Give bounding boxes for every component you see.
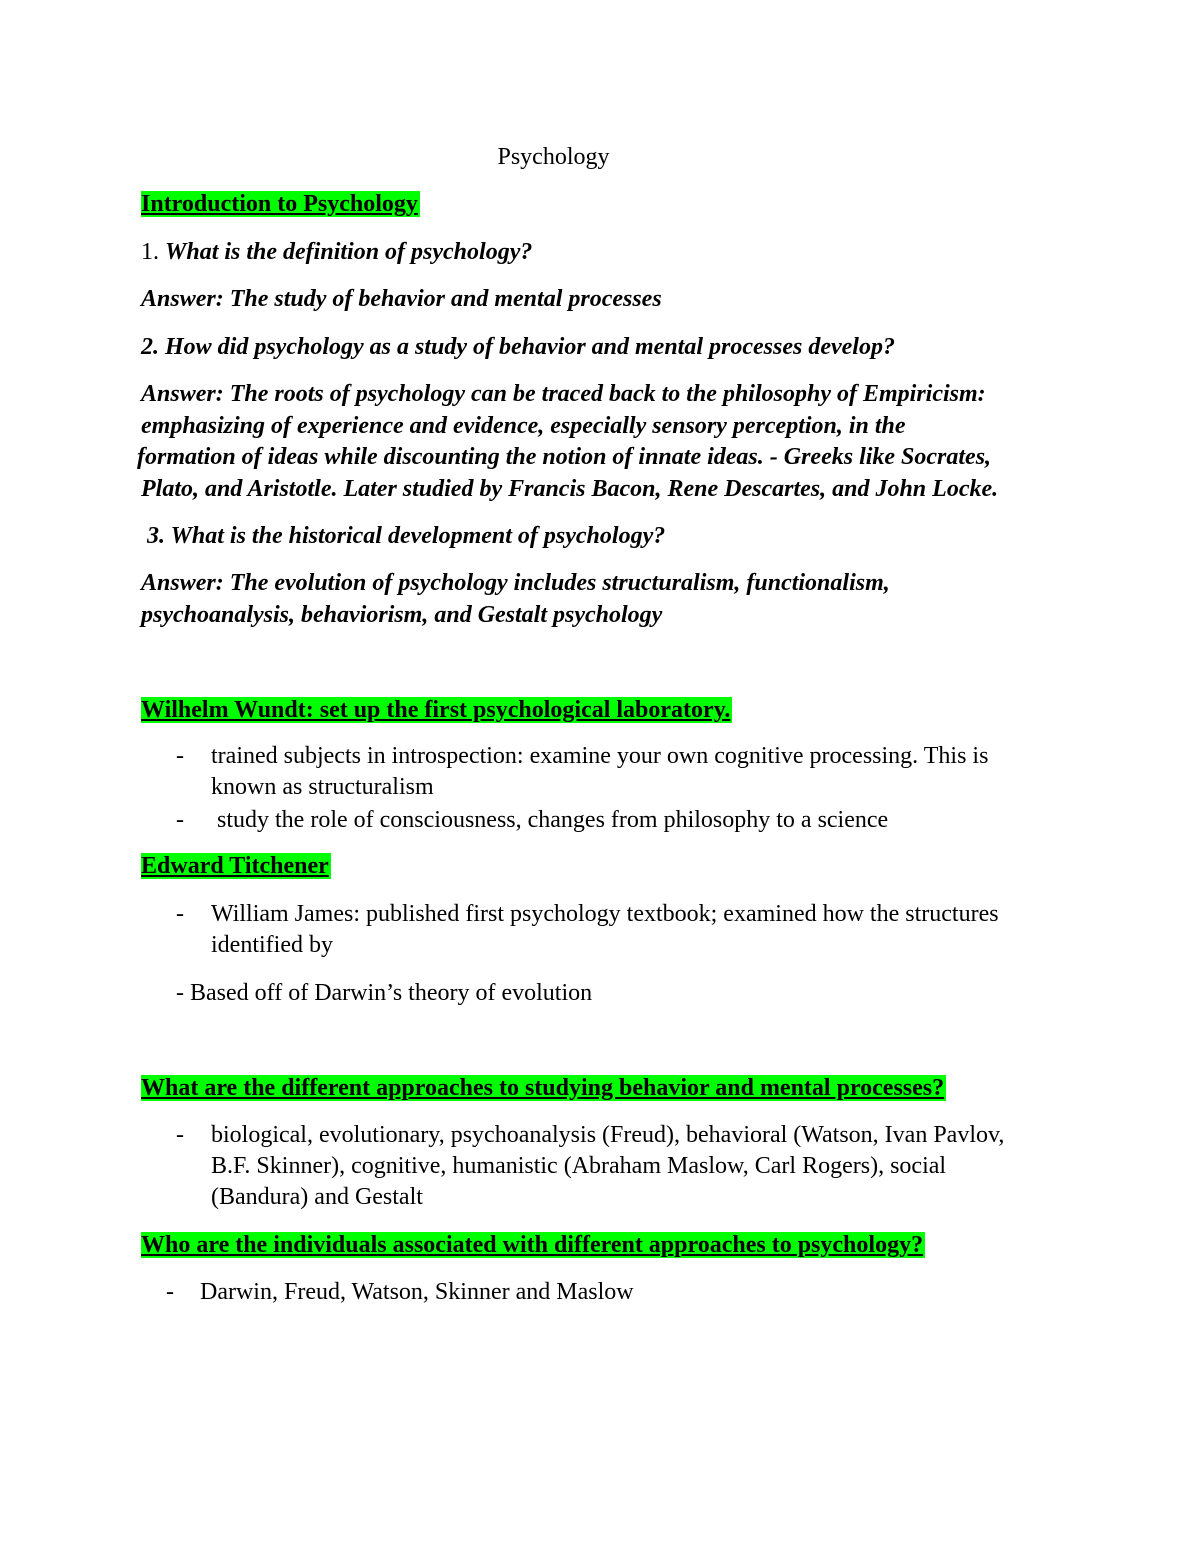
- question-2: 2. How did psychology as a study of behavior and mental processes develop?: [141, 334, 895, 360]
- section-heading-titchener: [141, 851, 331, 881]
- answer-2-line-3: formation of ideas while discounting the notion of innate ideas. - Greeks like Socrates,: [137, 444, 992, 470]
- bullet-text-line: known as structuralism: [211, 774, 434, 800]
- document-title: Psychology: [497, 144, 610, 170]
- bullet-dash: -: [176, 901, 184, 927]
- bullet-text-line: biological, evolutionary, psychoanalysis (Freud), behavioral (Watson, Ivan Pavlov,: [211, 1122, 1005, 1148]
- bullet-text-line: Darwin, Freud, Watson, Skinner and Maslow: [200, 1279, 634, 1305]
- bullet-text-line: trained subjects in introspection: examine your own cognitive processing. This is: [211, 743, 989, 769]
- highlighted-heading-text: Introduction to Psychology: [141, 191, 418, 217]
- answer-3-line-1: Answer: The evolution of psychology includes structuralism, functionalism,: [141, 570, 890, 596]
- answer-2-line-2: emphasizing of experience and evidence, especially sensory perception, in the: [141, 413, 906, 439]
- bullet-text-line: B.F. Skinner), cognitive, humanistic (Abraham Maslow, Carl Rogers), social: [211, 1153, 947, 1179]
- bullet-dash: -: [166, 1279, 174, 1305]
- answer-2-line-4: Plato, and Aristotle. Later studied by Francis Bacon, Rene Descartes, and John Locke.: [141, 476, 999, 502]
- question-1-number: 1.: [141, 239, 159, 265]
- answer-1: Answer: The study of behavior and mental processes: [141, 286, 662, 312]
- bullet-text-line: William James: published first psychology textbook; examined how the structures: [211, 901, 999, 927]
- highlighted-heading-text: Wilhelm Wundt: set up the first psychological laboratory.: [141, 697, 731, 723]
- section-heading-wundt: [141, 695, 732, 725]
- bullet-text-line: study the role of consciousness, changes from philosophy to a science: [211, 807, 889, 833]
- bullet-dash: -: [176, 743, 184, 769]
- plain-note-line: - Based off of Darwin’s theory of evolution: [176, 980, 593, 1006]
- highlighted-heading-text: What are the different approaches to studying behavior and mental processes?: [141, 1075, 945, 1101]
- question-1: [141, 237, 532, 267]
- highlighted-heading-text: Edward Titchener: [141, 853, 329, 879]
- section-heading-introduction: [141, 189, 420, 219]
- highlighted-heading-text: Who are the individuals associated with different approaches to psychology?: [141, 1232, 924, 1258]
- answer-3-line-2: psychoanalysis, behaviorism, and Gestalt psychology: [141, 602, 663, 628]
- section-heading-approaches: [141, 1073, 946, 1103]
- bullet-text-line: (Bandura) and Gestalt: [211, 1184, 423, 1210]
- section-heading-individuals: [141, 1230, 925, 1260]
- bullet-dash: -: [176, 1122, 184, 1148]
- question-3: 3. What is the historical development of psychology?: [147, 523, 666, 549]
- bullet-dash: -: [176, 807, 184, 833]
- question-1-text: What is the definition of psychology?: [165, 239, 533, 265]
- answer-2-line-1: Answer: The roots of psychology can be traced back to the philosophy of Empiricism:: [141, 381, 986, 407]
- bullet-text-line: identified by: [211, 932, 333, 958]
